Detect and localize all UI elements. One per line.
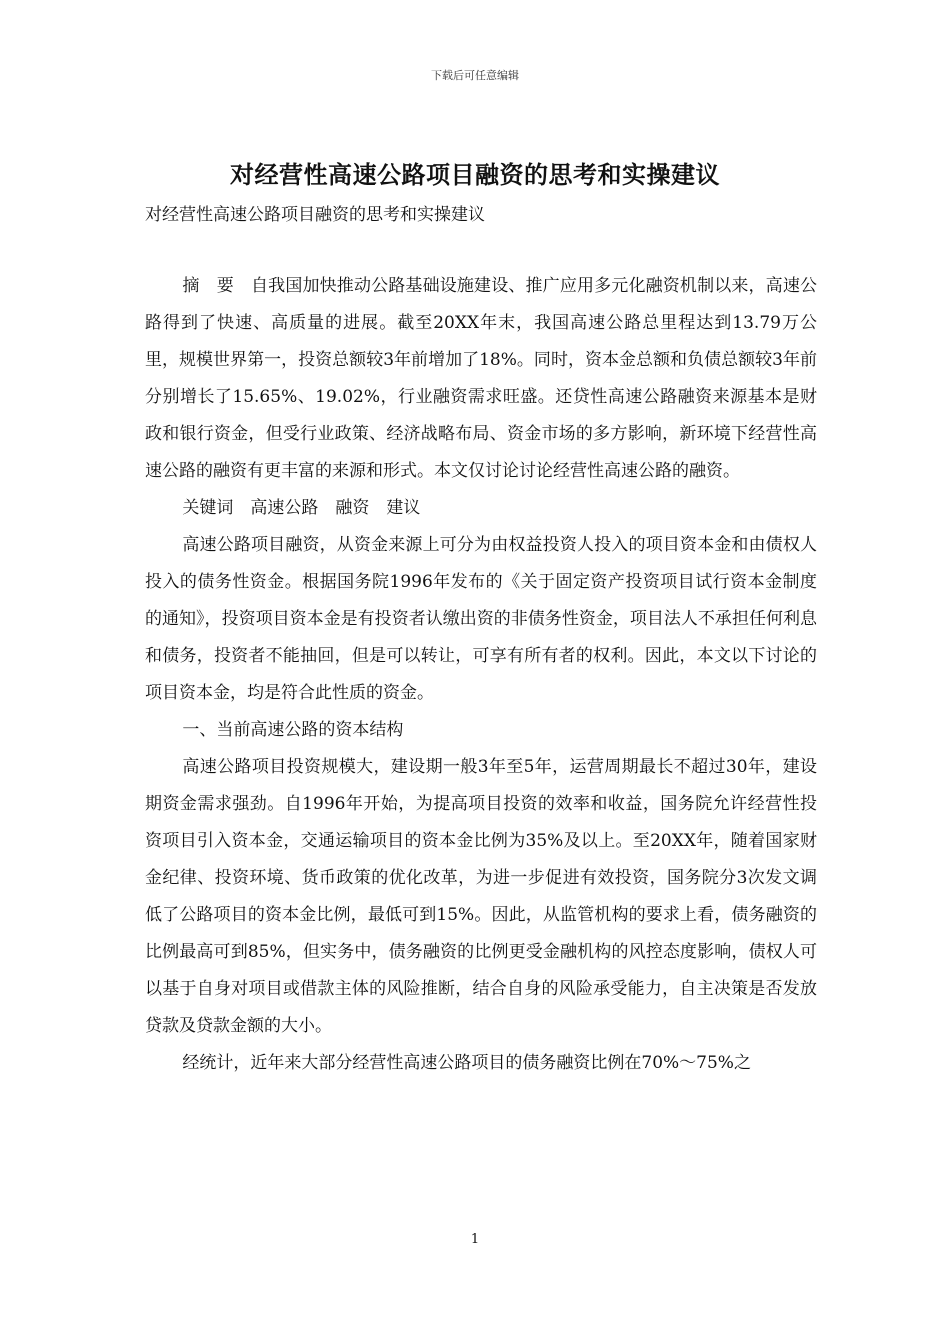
section-heading: 一、当前高速公路的资本结构	[182, 720, 404, 740]
header-note: 下载后可任意编辑	[431, 69, 519, 82]
keywords-paragraph: 关键词 高速公路 融资 建议	[182, 498, 421, 518]
document-body	[145, 268, 817, 1082]
document-title: 对经营性高速公路项目融资的思考和实操建议	[230, 160, 720, 189]
body-paragraph: 高速公路项目融资，从资金来源上可分为由权益投资人投入的项目资本金和由债权人投入的债务性资金。根据国务院1996年发布的《关于固定资产投资项目试行资本金制度的通知》，投资项目资本金是有投资者认缴出资的非债务性资金，项目法人不承担任何利息和债务，投资者不能抽回，但是可以转让，可享有所有者的权利。因此，本文以下讨论的项目资本金，均是符合此性质的资金。	[145, 535, 817, 703]
body-paragraph: 经统计，近年来大部分经营性高速公路项目的债务融资比例在70%～75%之	[182, 1053, 751, 1073]
abstract-paragraph: 摘 要 自我国加快推动公路基础设施建设、推广应用多元化融资机制以来，高速公路得到了快速、高质量的进展。截至20XX年末，我国高速公路总里程达到13.79万公里，规模世界第一，投资总额较3年前增加了18%。同时，资本金总额和负债总额较3年前分别增长了15.65%、19.02%，行业融资需求旺盛。还贷性高速公路融资来源基本是财政和银行资金，但受行业政策、经济战略布局、资金市场的多方影响，新环境下经营性高速公路的融资有更丰富的来源和形式。本文仅讨论讨论经营性高速公路的融资。	[145, 276, 817, 481]
page-number: 1	[470, 1232, 480, 1247]
body-paragraph: 高速公路项目投资规模大，建设期一般3年至5年，运营周期最长不超过30年，建设期资金需求强劲。自1996年开始，为提高项目投资的效率和收益，国务院允许经营性投资项目引入资本金，交通运输项目的资本金比例为35%及以上。至20XX年，随着国家财金纪律、投资环境、货币政策的优化改革，为进一步促进有效投资，国务院分3次发文调低了公路项目的资本金比例，最低可到15%。因此，从监管机构的要求上看，债务融资的比例最高可到85%，但实务中，债务融资的比例更受金融机构的风控态度影响，债权人可以基于自身对项目或借款主体的风险推断，结合自身的风险承受能力，自主决策是否发放贷款及贷款金额的大小。	[145, 757, 817, 1036]
document-subtitle: 对经营性高速公路项目融资的思考和实操建议	[145, 205, 485, 225]
